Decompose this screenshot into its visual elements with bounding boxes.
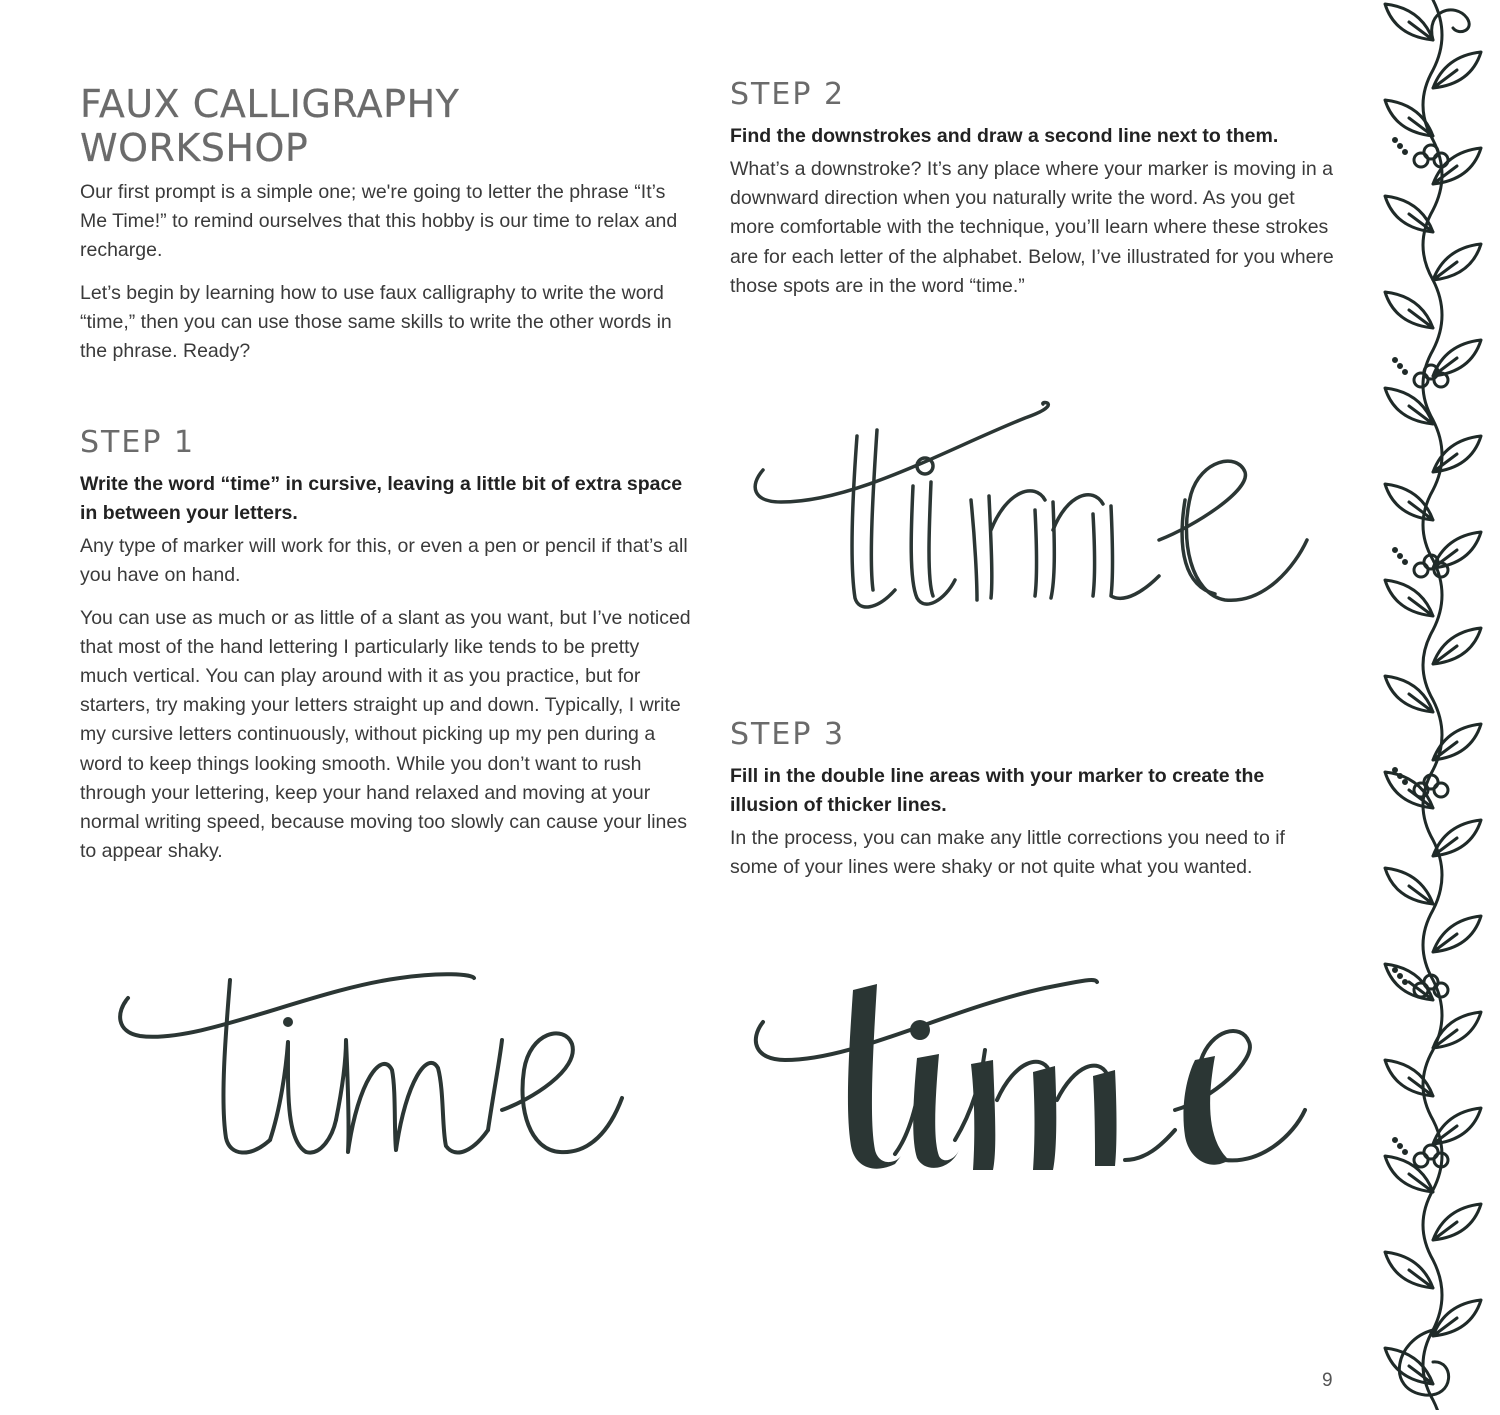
decorative-vine-border xyxy=(1355,0,1500,1415)
vine-dot xyxy=(1394,139,1397,142)
vine-leaf xyxy=(1385,1348,1433,1384)
vine-leaf xyxy=(1385,580,1433,616)
vine-dot xyxy=(1399,1145,1402,1148)
vine-leaf xyxy=(1433,1108,1481,1144)
step-3-lettering-illustration xyxy=(745,960,1315,1175)
step-2-paragraph-1: What’s a downstroke? It’s any place where your marker is moving in a downward direction when you naturally write the word. As you get more comfortable with the technique, you’ll learn where these strokes are for each letter of the alphabet. Below, I’ve illustrated for you where those spots are in the word “time.” xyxy=(730,158,1334,297)
step-3-paragraph-1: In the process, you can make any little corrections you need to if some of your lines were shaky or not quite what you wanted. xyxy=(730,827,1285,879)
vine-dot xyxy=(1404,781,1407,784)
step-1-lettering-illustration xyxy=(110,960,640,1170)
step-2-heading: STEP 2 xyxy=(730,77,846,112)
vine-leaf xyxy=(1433,244,1481,280)
vine-dot xyxy=(1404,151,1407,154)
vine-dot xyxy=(1404,1151,1407,1154)
title-line-2: WORKSHOP xyxy=(80,126,309,170)
step-1-heading: STEP 1 xyxy=(80,425,196,461)
vine-leaf xyxy=(1385,292,1433,328)
vine-leaf xyxy=(1385,4,1433,40)
title-line-1: FAUX CALLIGRAPHY xyxy=(80,82,460,126)
vine-leaf xyxy=(1385,1252,1433,1288)
vine-leaf xyxy=(1433,1204,1481,1240)
vine-dot xyxy=(1394,969,1397,972)
vine-dot xyxy=(1399,145,1402,148)
vine-leaf xyxy=(1385,196,1433,232)
vine-dot xyxy=(1404,371,1407,374)
step-3-instruction: Fill in the double line areas with your marker to create the illusion of thicker lines. xyxy=(730,765,1265,816)
vine-curl xyxy=(1432,10,1470,40)
step-1-section xyxy=(80,426,692,866)
vine-dot xyxy=(1399,555,1402,558)
vine-dot xyxy=(1399,975,1402,978)
vine-leaf xyxy=(1385,868,1433,904)
vine-dot xyxy=(1394,1139,1397,1142)
vine-flower xyxy=(1394,769,1449,798)
step-2-instruction: Find the downstrokes and draw a second line next to them. xyxy=(730,125,1279,147)
vine-leaf xyxy=(1433,52,1481,88)
vine-leaf xyxy=(1433,820,1481,856)
step-2-section xyxy=(730,78,1335,301)
vine-dot xyxy=(1404,561,1407,564)
right-column xyxy=(730,77,1335,879)
vine-dot xyxy=(1394,359,1397,362)
left-column xyxy=(80,82,692,879)
vine-leaf xyxy=(1433,340,1481,376)
step-3-section xyxy=(730,718,1335,895)
intro-paragraph-2: Let’s begin by learning how to use faux calligraphy to write the word “time,” then you can use those same skills to write the other words in the phrase. Ready? xyxy=(80,281,672,363)
vine-dot xyxy=(1394,769,1397,772)
page-number: 9 xyxy=(1322,1370,1333,1391)
intro-paragraph-1: Our first prompt is a simple one; we're going to letter the phrase “It’s Me Time!” to remind ourselves that this hobby is our time to relax and recharge. xyxy=(80,181,678,262)
vine-dot xyxy=(1394,549,1397,552)
step-1-paragraph-2: You can use as much or as little of a slant as you want, but I’ve noticed that most of the hand lettering I particularly like tends to be pretty much vertical. You can play around with it as you practice, but for starters, try making your letters straight up and down. Typically, I write my cursive letters continuously, without picking up my pen during a word to keep things looking smooth. While you don’t want to rush through your lettering, keep your hand relaxed and moving at your normal writing speed, because moving too slowly can cause your lines to appear shaky. xyxy=(80,606,691,863)
vine-leaf xyxy=(1433,628,1481,664)
vine-dot xyxy=(1399,775,1402,778)
vine-leaf xyxy=(1433,916,1481,952)
vine-dot xyxy=(1399,365,1402,368)
step-1-paragraph-1: Any type of marker will work for this, or even a pen or pencil if that’s all you have on hand. xyxy=(80,535,688,587)
step-3-heading: STEP 3 xyxy=(730,717,846,752)
page-title xyxy=(80,82,692,170)
step-1-instruction: Write the word “time” in cursive, leaving a little bit of extra space in between your letters. xyxy=(80,473,683,525)
vine-dot xyxy=(1404,981,1407,984)
step-2-lettering-illustration xyxy=(745,390,1315,620)
vine-leaf xyxy=(1385,1156,1433,1192)
